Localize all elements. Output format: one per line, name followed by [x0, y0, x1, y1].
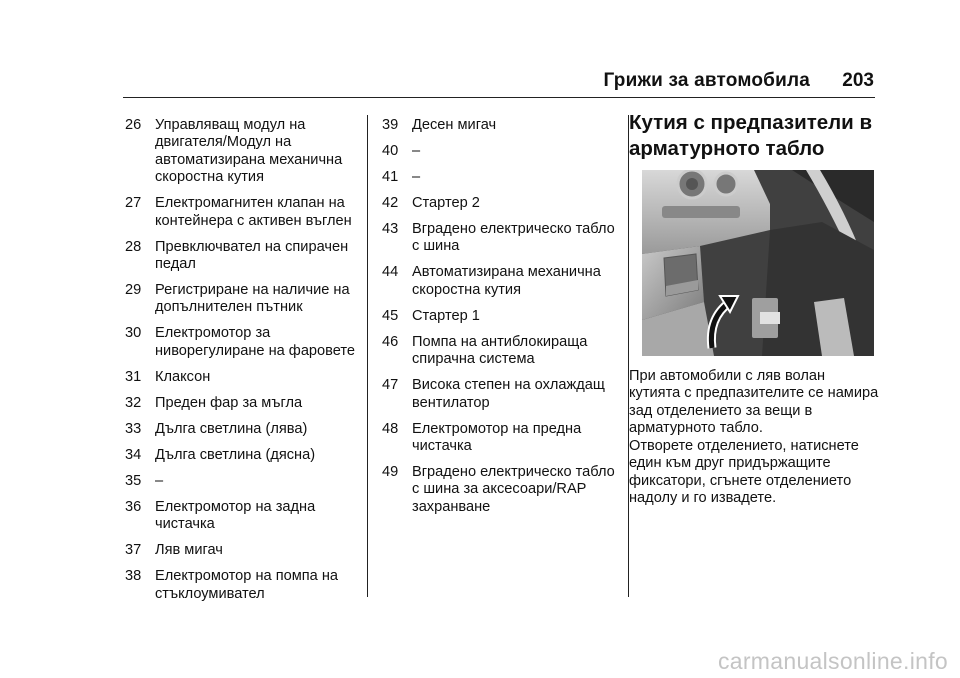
list-item	[382, 117, 618, 134]
item-text: Автоматизирана механична скоростна кутия	[412, 264, 601, 298]
item-number: 29	[125, 282, 142, 299]
item-number: 26	[125, 117, 142, 133]
item-number: 27	[125, 195, 142, 212]
item-number: 46	[382, 333, 399, 350]
item-text: –	[155, 472, 164, 489]
list-item	[382, 169, 618, 186]
item-number: 35	[125, 472, 142, 489]
fuse-list-column-1	[125, 117, 365, 612]
item-text: –	[412, 169, 421, 185]
item-text: Ляв мигач	[155, 542, 223, 559]
list-item	[125, 117, 365, 187]
item-text: Електромотор на помпа на стъклоумивател	[155, 568, 338, 602]
item-number: 31	[125, 368, 142, 385]
item-text: Дълга светлина (лява)	[155, 420, 308, 437]
item-text: Стартер 1	[412, 307, 480, 324]
list-item	[382, 195, 618, 212]
list-item	[382, 464, 618, 516]
list-item	[125, 395, 365, 412]
list-item	[382, 221, 618, 256]
item-number: 42	[382, 195, 399, 211]
item-number: 36	[125, 498, 142, 515]
item-number: 33	[125, 420, 142, 437]
list-item	[382, 143, 618, 160]
item-text: Електромотор за ниворегулиране на фаровете	[155, 325, 356, 359]
list-item	[125, 568, 365, 603]
item-number: 34	[125, 446, 142, 463]
list-item	[125, 499, 365, 534]
item-text: –	[412, 143, 421, 159]
list-item	[382, 308, 618, 325]
section-heading: Кутия с предпазители в арматурното табло	[629, 111, 873, 160]
item-number: 47	[382, 377, 399, 394]
item-number: 48	[382, 420, 399, 437]
item-number: 45	[382, 307, 399, 324]
fuse-box-removal-paragraph: Отворете отделението, натиснете един към друг придържащите фиксатори, сгънете отделението надолу и го извадете.	[629, 438, 859, 507]
list-item	[125, 369, 365, 386]
list-item	[125, 421, 365, 438]
item-text: Десен мигач	[412, 117, 497, 133]
item-text: Висока степен на охлаждащ вентилатор	[412, 377, 605, 411]
item-text: Преден фар за мъгла	[155, 394, 303, 411]
list-item	[125, 447, 365, 464]
list-item	[125, 195, 365, 230]
item-number: 32	[125, 394, 142, 411]
page-number: 203	[842, 70, 874, 91]
item-number: 30	[125, 325, 142, 342]
list-item	[125, 239, 365, 274]
item-text: Помпа на антиблокираща спирачна система	[412, 333, 588, 368]
list-item	[382, 334, 618, 369]
list-item	[382, 421, 618, 456]
item-text: Стартер 2	[412, 195, 480, 211]
item-text: Електромагнитен клапан на контейнера с активен въглен	[155, 195, 352, 229]
item-text: Управляващ модул на двигателя/Модул на автоматизирана механична скоростна кутия	[155, 117, 343, 186]
item-number: 38	[125, 568, 142, 585]
item-number: 39	[382, 117, 399, 133]
column-divider	[367, 115, 368, 597]
item-text: Клаксон	[155, 368, 211, 385]
list-item	[125, 473, 365, 490]
item-number: 41	[382, 169, 399, 185]
item-number: 37	[125, 542, 142, 559]
item-number: 43	[382, 221, 399, 237]
page-header-title: Грижи за автомобила	[603, 70, 810, 91]
column-divider	[628, 115, 629, 597]
item-number: 49	[382, 464, 399, 481]
item-number: 28	[125, 238, 142, 255]
item-text: Вградено електрическо табло с шина за аксесоари/RAP захранване	[412, 464, 615, 515]
header-rule	[123, 97, 875, 98]
item-number: 40	[382, 143, 399, 159]
list-item	[125, 282, 365, 317]
dashboard-fuse-box-photo	[642, 170, 874, 356]
item-number: 44	[382, 264, 399, 281]
item-text: Вградено електрическо табло с шина	[412, 221, 615, 255]
item-text: Електромотор на предна чистачка	[412, 420, 582, 455]
item-text: Дълга светлина (дясна)	[155, 446, 316, 463]
list-item	[382, 377, 618, 412]
item-text: Електромотор на задна чистачка	[155, 498, 316, 533]
fuse-list-column-2	[382, 117, 618, 525]
fuse-box-location-paragraph: При автомобили с ляв волан кутията с предпазителите се намира зад отделението за вещи в арматурното табло.	[629, 368, 879, 437]
list-item	[382, 264, 618, 299]
watermark: carmanualsonline.info	[717, 648, 948, 674]
list-item	[125, 542, 365, 559]
list-item	[125, 325, 365, 360]
item-text: Регистриране на наличие на допълнителен пътник	[155, 282, 350, 316]
item-text: Превключвател на спирачен педал	[155, 238, 349, 273]
dashboard-illustration	[642, 170, 874, 356]
